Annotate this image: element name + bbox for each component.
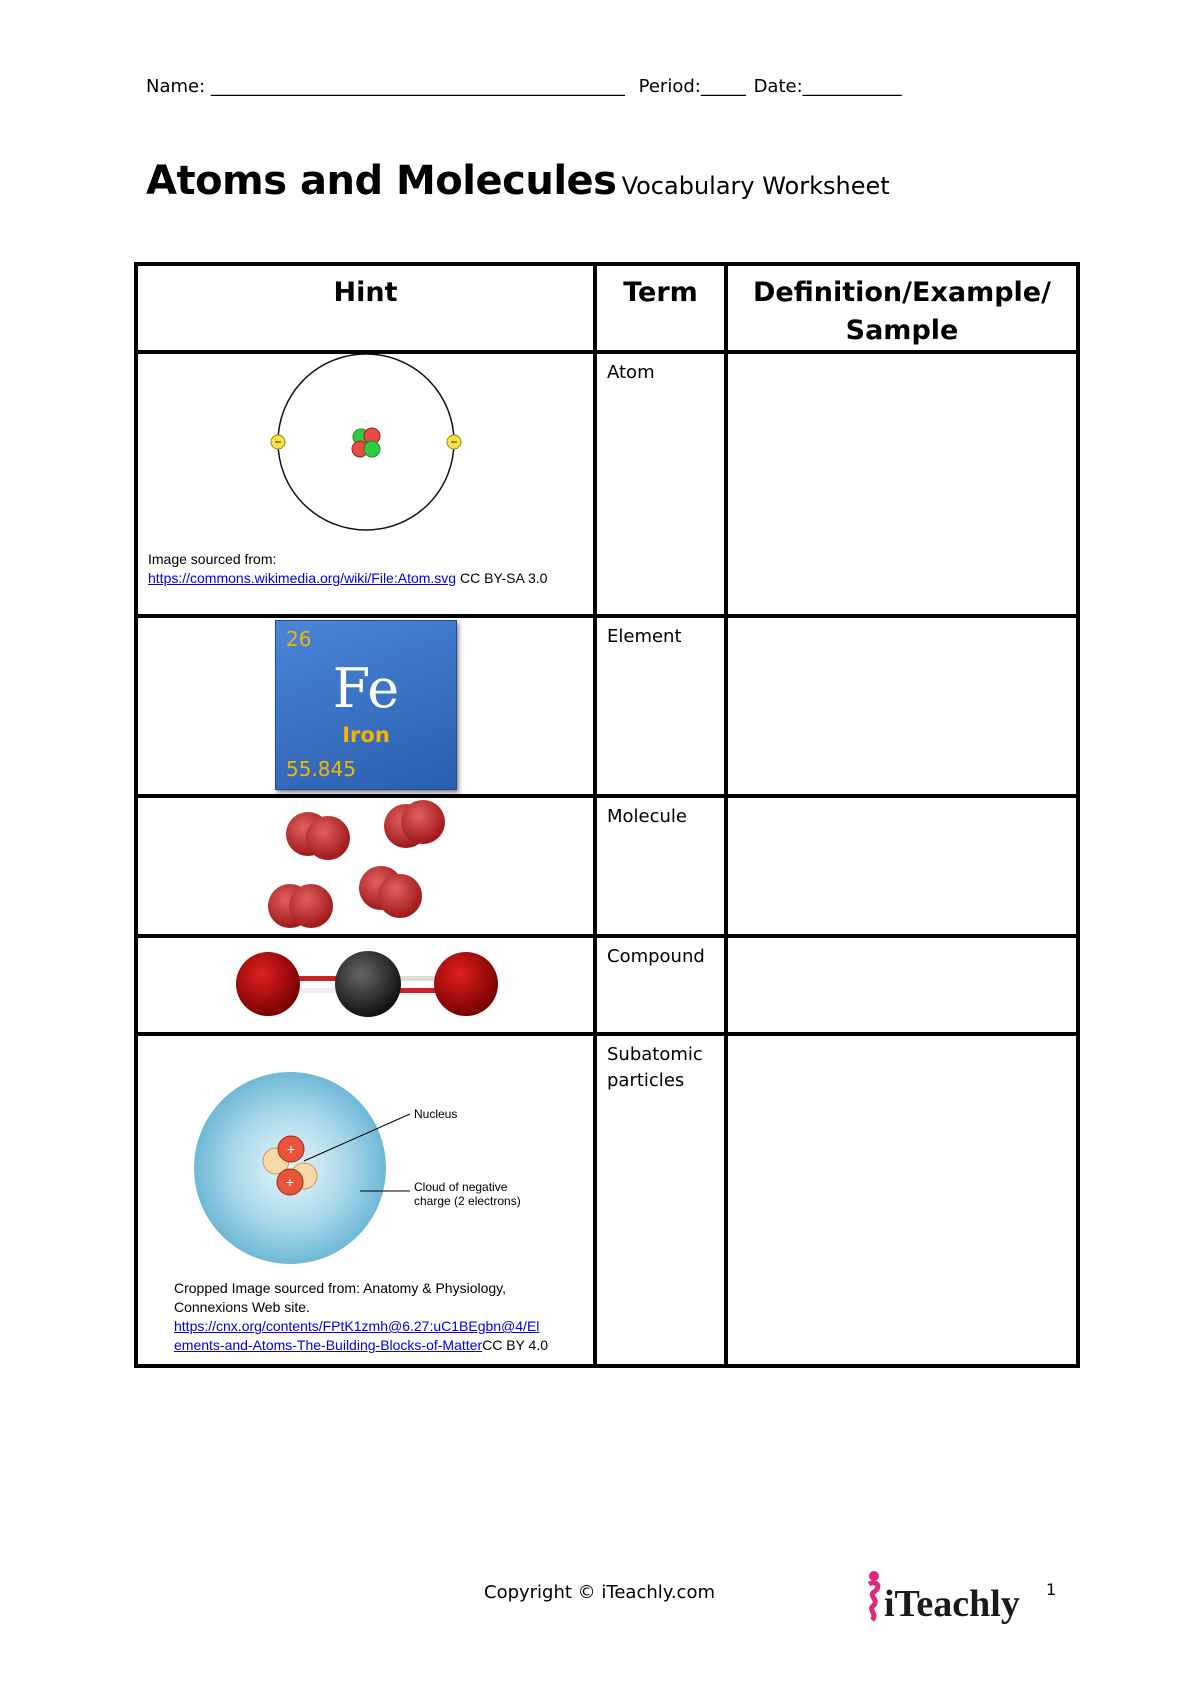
table-header-row: [136, 264, 1078, 352]
table-row: [136, 796, 1078, 936]
subatomic-source-link-2[interactable]: ements-and-Atoms-The-Building-Blocks-of-Matter: [174, 1337, 483, 1353]
hint-cell-compound: [136, 936, 595, 1034]
table-row: [136, 616, 1078, 796]
iteachly-logo: [860, 1568, 1050, 1632]
iteachly-logo-image: [860, 1568, 1050, 1628]
definition-cell[interactable]: [726, 796, 1078, 936]
hint-cell-molecule: [136, 796, 595, 936]
table-row: [136, 936, 1078, 1034]
hint-cell-element: [136, 616, 595, 796]
vocabulary-table: [134, 262, 1080, 1368]
period-field[interactable]: Period:_____: [638, 76, 746, 97]
definition-cell[interactable]: [726, 352, 1078, 616]
atomic-number: 26: [286, 627, 312, 651]
table-row: [136, 352, 1078, 616]
table-row: [136, 1034, 1078, 1366]
page-title: [146, 158, 890, 204]
definition-cell[interactable]: [726, 936, 1078, 1034]
atom-caption: [148, 550, 568, 588]
title-sub: Vocabulary Worksheet: [621, 172, 890, 200]
nucleus-label: Nucleus: [414, 1107, 458, 1121]
cloud-label-2: charge (2 electrons): [414, 1194, 521, 1208]
page-number: 1: [1046, 1580, 1057, 1599]
hint-cell-atom: [136, 352, 595, 616]
name-field[interactable]: Name: ______________________________________________: [146, 76, 625, 97]
copyright-text: Copyright © iTeachly.com: [484, 1582, 715, 1603]
iron-element-tile: [275, 620, 457, 790]
carbon-dioxide-image: [138, 938, 597, 1032]
student-info-line: [146, 76, 902, 97]
term-cell: Atom: [595, 352, 726, 616]
atom-source-link[interactable]: https://commons.wikimedia.org/wiki/File:Atom.svg: [148, 570, 457, 586]
svg-text:+: +: [286, 1141, 296, 1157]
cloud-label-1: Cloud of negative: [414, 1180, 508, 1194]
logo-text: iTeachly: [884, 1583, 1020, 1625]
svg-text:+: +: [285, 1174, 295, 1190]
atom-caption-text: Image sourced from:: [148, 551, 277, 567]
atom-license: CC BY-SA 3.0: [456, 570, 548, 586]
header-definition: Definition/Example/ Sample: [726, 264, 1078, 352]
hint-cell-subatomic: [136, 1034, 595, 1366]
term-cell: Element: [595, 616, 726, 796]
subatomic-source-link-1[interactable]: https://cnx.org/contents/FPtK1zmh@6.27:uC1BEgbn@4/El: [174, 1318, 540, 1334]
diatomic-molecules-image: [138, 798, 597, 934]
term-cell: [595, 1034, 726, 1366]
subatomic-caption: [174, 1279, 584, 1355]
subatomic-license: CC BY 4.0: [482, 1337, 548, 1353]
date-field[interactable]: Date:___________: [753, 76, 902, 97]
term-cell: Compound: [595, 936, 726, 1034]
definition-cell[interactable]: [726, 1034, 1078, 1366]
header-term: Term: [595, 264, 726, 352]
helium-atom-diagram: [138, 1036, 597, 1276]
header-hint: Hint: [136, 264, 595, 352]
element-symbol: Fe: [332, 657, 400, 720]
subatomic-caption-line2: Connexions Web site.: [174, 1299, 310, 1315]
element-name: Iron: [342, 723, 390, 747]
title-main: Atoms and Molecules: [146, 158, 617, 204]
term-cell: Molecule: [595, 796, 726, 936]
subatomic-caption-line1: Cropped Image sourced from: Anatomy & Physiology,: [174, 1280, 507, 1296]
term-subatomic: Subatomic particles: [607, 1044, 703, 1091]
atomic-mass: 55.845: [286, 757, 356, 781]
definition-cell[interactable]: [726, 616, 1078, 796]
